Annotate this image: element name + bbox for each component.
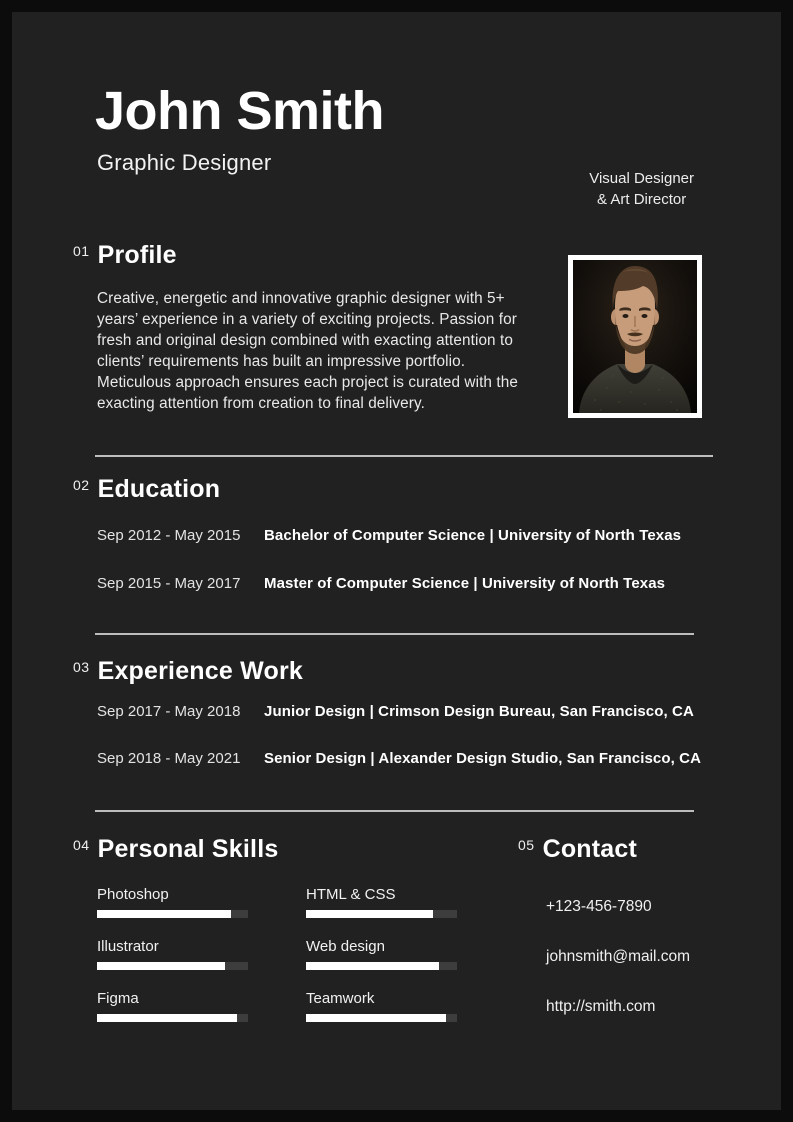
experience-description: Senior Design | Alexander Design Studio, San Francisco, CA (264, 750, 702, 767)
education-description: Master of Computer Science | University of North Texas (264, 575, 666, 592)
education-dates: Sep 2012 - May 2015 (97, 527, 241, 544)
section-title-experience: Experience Work (97, 657, 303, 685)
skill-item (306, 938, 457, 970)
tagline-line-2: & Art Director (597, 191, 687, 208)
section-number: 05 (518, 837, 535, 853)
skill-item (97, 938, 248, 970)
section-title-education: Education (97, 475, 221, 503)
tagline (589, 168, 694, 210)
experience-dates: Sep 2018 - May 2021 (97, 750, 241, 767)
skill-label: Illustrator (97, 938, 159, 955)
contact-list (546, 897, 690, 1016)
education-description: Bachelor of Computer Science | University of North Texas (264, 527, 682, 544)
section-number: 04 (73, 837, 90, 853)
skill-label: Teamwork (306, 990, 375, 1007)
profile-photo (568, 255, 702, 418)
skill-label: Figma (97, 990, 139, 1007)
skill-progress-track (97, 910, 248, 918)
skill-progress-track (306, 1014, 457, 1022)
section-title-skills: Personal Skills (97, 835, 279, 863)
experience-description: Junior Design | Crimson Design Bureau, San Francisco, CA (264, 703, 694, 720)
experience-section-heading (73, 658, 303, 685)
education-dates: Sep 2015 - May 2017 (97, 575, 241, 592)
profile-summary-text: Creative, energetic and innovative graphic designer with 5+ years’ experience in a variety of exciting projects. Passion for fresh and original design combined with exacting attention to clients’ requirements has built an impressive portfolio. Meticulous approach ensures each project is curated with the exacting attention from creation to final delivery. (97, 290, 518, 412)
section-number: 03 (73, 659, 90, 675)
skills-section-heading (73, 836, 278, 863)
skill-progress-track (306, 910, 457, 918)
skill-item (97, 990, 248, 1022)
section-divider (95, 455, 713, 457)
skill-progress-track (306, 962, 457, 970)
section-number: 02 (73, 477, 90, 493)
contact-phone: +123-456-7890 (546, 898, 652, 915)
profile-section-heading (73, 242, 177, 269)
skill-progress-fill (306, 1014, 446, 1022)
section-divider (95, 633, 694, 635)
education-row (97, 574, 665, 593)
person-role: Graphic Designer (97, 150, 272, 175)
education-section-heading (73, 476, 220, 503)
section-title-contact: Contact (542, 835, 638, 863)
skill-item (306, 990, 457, 1022)
experience-row (97, 702, 694, 721)
section-number: 01 (73, 243, 90, 259)
contact-section-heading (518, 836, 637, 863)
skill-label: Photoshop (97, 886, 169, 903)
tagline-line-1: Visual Designer (589, 170, 694, 187)
skills-list (97, 886, 457, 1022)
experience-dates: Sep 2017 - May 2018 (97, 703, 241, 720)
section-title-profile: Profile (97, 241, 177, 269)
contact-website: http://smith.com (546, 998, 656, 1015)
skill-progress-fill (306, 910, 433, 918)
skill-label: HTML & CSS (306, 886, 396, 903)
education-row (97, 526, 681, 545)
contact-email: johnsmith@mail.com (546, 948, 691, 965)
skill-progress-fill (97, 1014, 237, 1022)
skill-progress-fill (306, 962, 439, 970)
section-divider (95, 810, 694, 812)
skill-progress-track (97, 962, 248, 970)
skill-label: Web design (306, 938, 385, 955)
skill-item (306, 886, 457, 918)
skill-progress-fill (97, 962, 225, 970)
person-name: John Smith (95, 81, 384, 141)
skill-progress-fill (97, 910, 231, 918)
skill-progress-track (97, 1014, 248, 1022)
skill-item (97, 886, 248, 918)
experience-row (97, 749, 701, 768)
portrait-photo-illustration (573, 260, 697, 413)
